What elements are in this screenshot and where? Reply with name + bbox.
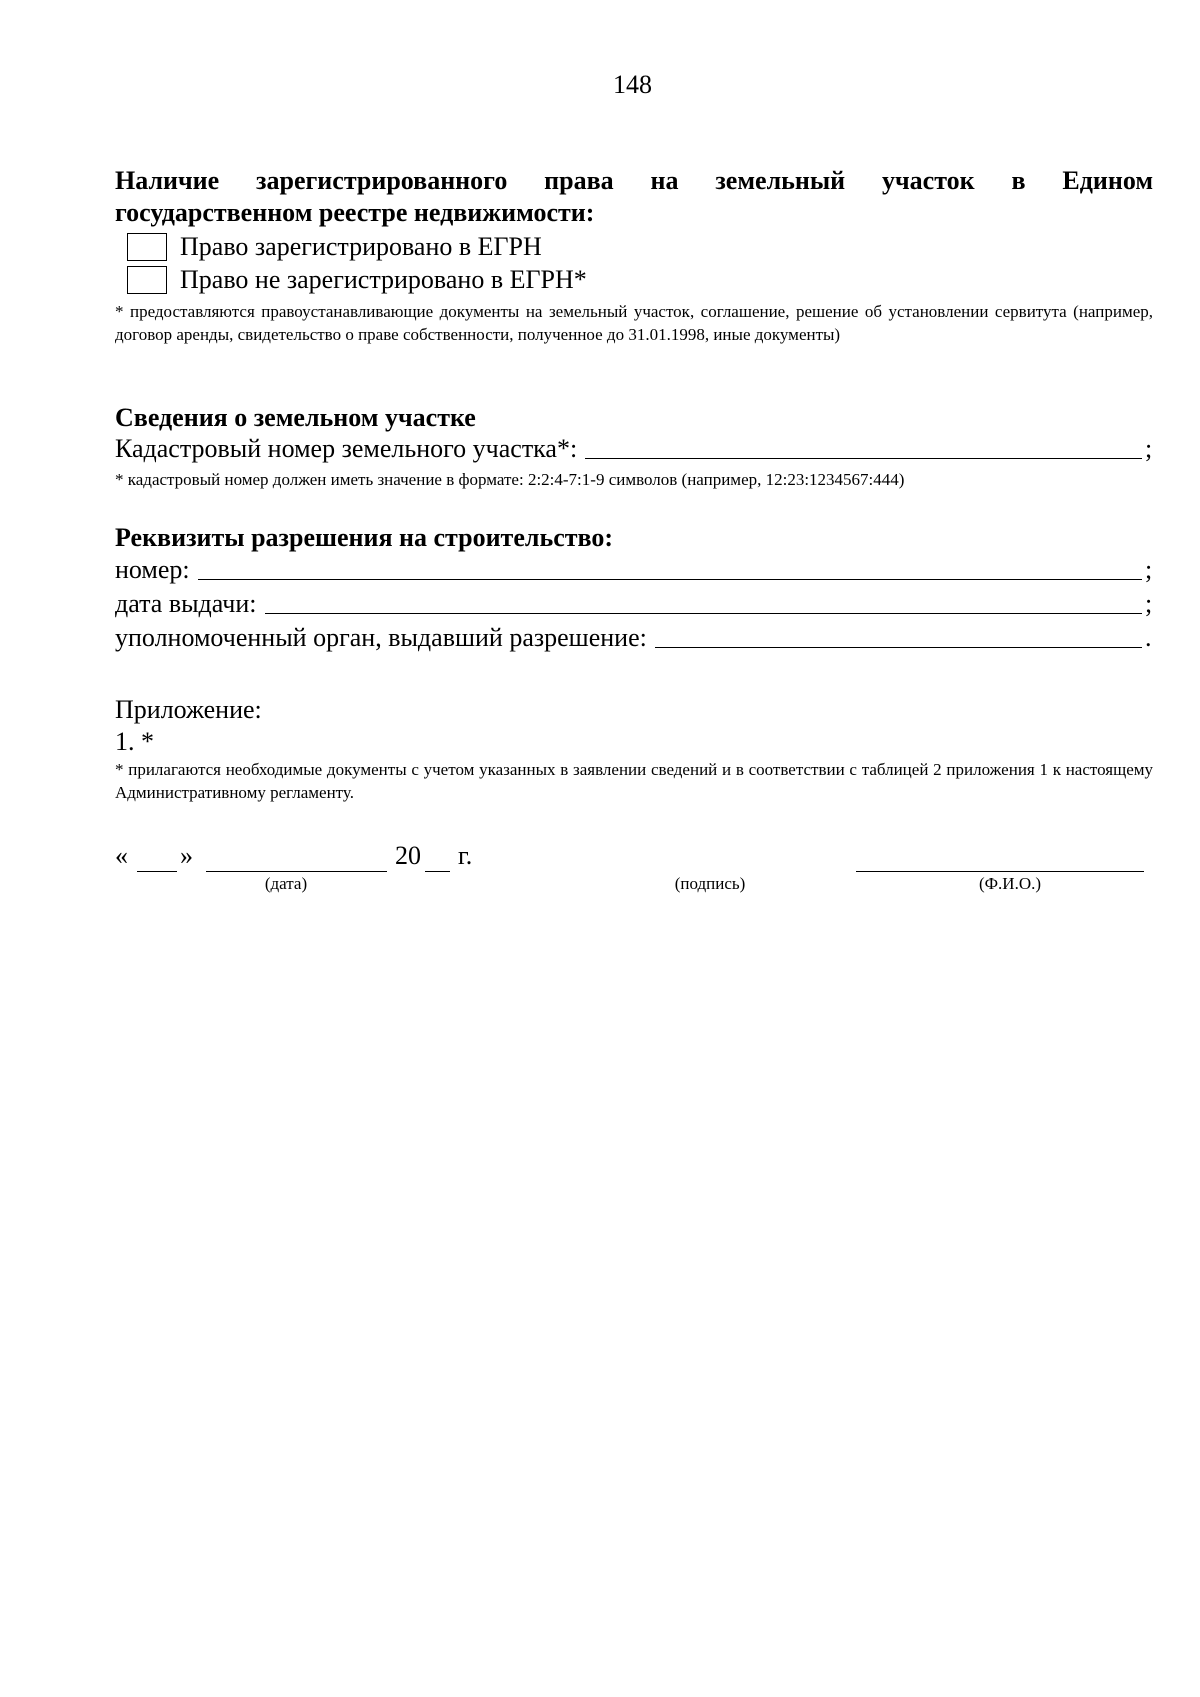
date-caption: (дата) (264, 874, 308, 893)
attachment-item: 1. * (115, 727, 154, 756)
date-quote-open: « (115, 841, 128, 870)
heading-word: зарегистрированного (256, 166, 508, 195)
heading-word: Едином (1062, 166, 1154, 195)
attachments-heading: Приложение: (115, 695, 262, 724)
registered-option-label: Право зарегистрировано в ЕГРН (180, 232, 542, 261)
permit-authority-row (115, 623, 1153, 653)
egrn-note: * предоставляются правоустанавливающие документы на земельный участок, соглашение, решение об установлении сервитута (например, договор аренды, свидетельство о праве собственности, полученное до 31.01.1998, иные документы) (115, 302, 1153, 344)
permit-date-end: ; (1145, 589, 1153, 618)
heading-word: права (544, 166, 614, 195)
year-field[interactable] (425, 871, 450, 872)
permit-date-row (115, 589, 1153, 619)
year-prefix: 20 (395, 841, 421, 870)
permit-date-label: дата выдачи: (115, 589, 257, 618)
permit-number-field[interactable] (198, 555, 1142, 580)
not-registered-option-label: Право не зарегистрировано в ЕГРН* (180, 265, 587, 294)
heading-word: земельный (715, 166, 846, 195)
date-quote-close: » (180, 841, 193, 870)
day-field[interactable] (137, 871, 177, 872)
permit-authority-label: уполномоченный орган, выдавший разрешение: (115, 623, 647, 652)
cadastral-number-field[interactable] (585, 434, 1142, 459)
permit-number-end: ; (1145, 555, 1153, 584)
egrn-heading-line1 (115, 165, 1153, 197)
month-field[interactable] (206, 871, 387, 872)
heading-word: Наличие (115, 166, 220, 195)
cadastral-number-end: ; (1145, 434, 1153, 463)
permit-authority-end: . (1145, 623, 1152, 652)
permit-heading: Реквизиты разрешения на строительство: (115, 523, 614, 552)
signature-caption: (подпись) (674, 874, 746, 893)
name-caption: (Ф.И.О.) (978, 874, 1042, 893)
permit-date-field[interactable] (265, 589, 1142, 614)
registered-checkbox[interactable] (127, 233, 167, 261)
cadastral-number-label: Кадастровый номер земельного участка*: (115, 434, 578, 463)
egrn-heading-line2: государственном реестре недвижимости: (115, 198, 595, 227)
name-line[interactable] (856, 871, 1144, 872)
cadastral-note: * кадастровый номер должен иметь значение в формате: 2:2:4-7:1-9 символов (например, 12:23:1234567:444) (115, 470, 905, 489)
heading-word: в (1011, 166, 1026, 195)
permit-authority-field[interactable] (655, 623, 1142, 648)
attachments-note: * прилагаются необходимые документы с учетом указанных в заявлении сведений и в соответствии с таблицей 2 приложения 1 к настоящему Административному регламенту. (115, 760, 1153, 802)
permit-number-label: номер: (115, 555, 190, 584)
heading-word: участок (882, 166, 975, 195)
not-registered-checkbox[interactable] (127, 266, 167, 294)
land-heading: Сведения о земельном участке (115, 403, 476, 432)
page-number: 148 (613, 70, 652, 99)
permit-number-row (115, 555, 1153, 585)
cadastral-number-row (115, 434, 1153, 464)
year-suffix: г. (458, 841, 473, 870)
heading-word: на (650, 166, 679, 195)
